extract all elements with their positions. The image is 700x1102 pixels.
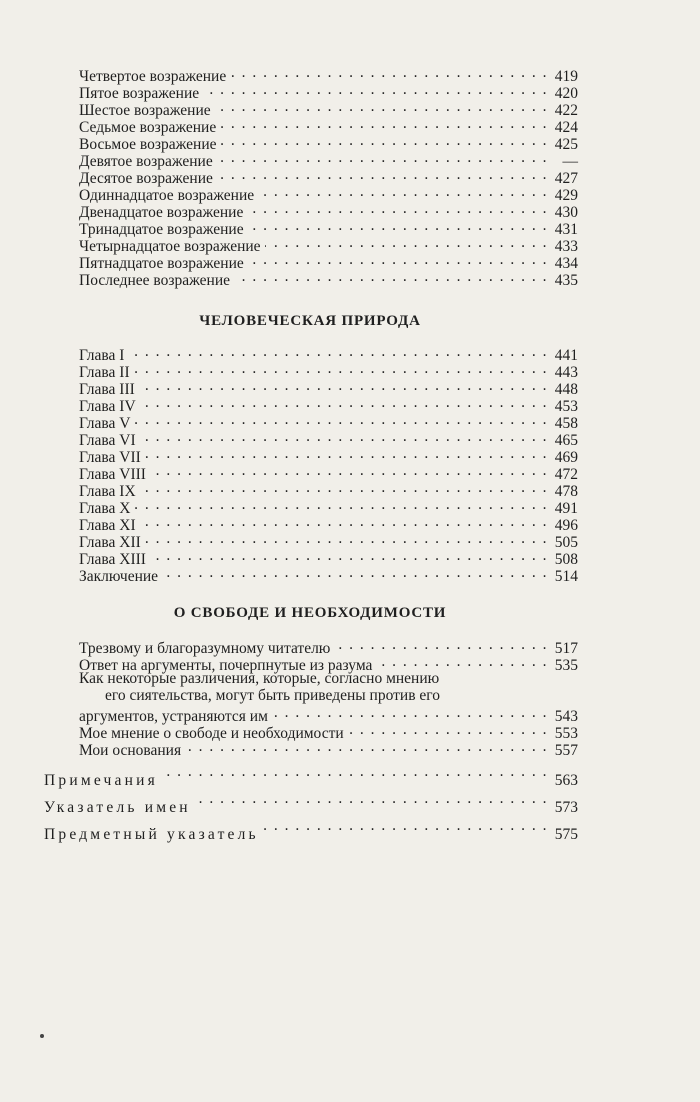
toc-entry[interactable] [79, 530, 578, 551]
print-speck [40, 1034, 44, 1038]
toc-entry-page: 491 [554, 500, 578, 517]
toc-entry-notes[interactable] [44, 758, 578, 789]
dot-leader [185, 738, 548, 755]
human-nature-list [79, 343, 578, 585]
toc-entry[interactable] [79, 411, 578, 432]
section-heading-liberty: О СВОБОДЕ И НЕОБХОДИМОСТИ [173, 605, 447, 621]
toc-entry[interactable] [79, 496, 578, 517]
toc-entry-title-line: его сиятельства, могут быть приведены против его [105, 687, 441, 704]
toc-entry[interactable] [79, 394, 578, 415]
toc-entry-title: Пятое возражение [79, 85, 200, 102]
toc-entry-title: Мое мнение о свободе и необходимости [79, 725, 344, 742]
dot-leader [263, 812, 548, 839]
toc-entry-page: 458 [554, 415, 578, 432]
dot-leader [150, 547, 548, 564]
dot-leader [140, 428, 548, 445]
toc-entry-page: 419 [554, 68, 578, 85]
toc-entry-page: — [562, 153, 578, 170]
toc-entry-title: Девятое возражение [79, 153, 213, 170]
toc-entry-title: Глава II [79, 364, 130, 381]
toc-entry-title: Ответ на аргументы, почерпнутые из разума [79, 657, 373, 674]
dot-leader [230, 64, 548, 81]
toc-entry-title: аргументов, устраняются им [79, 708, 268, 725]
dot-leader [150, 462, 548, 479]
toc-entry-title: Глава I [79, 347, 125, 364]
dot-leader [265, 234, 548, 251]
toc-entry-page: 472 [554, 466, 578, 483]
dot-leader [140, 479, 548, 496]
dot-leader [145, 530, 548, 547]
dot-leader [334, 636, 548, 653]
toc-entry-title: Глава IX [79, 483, 136, 500]
toc-entry-title: Глава VI [79, 432, 136, 449]
objections-list [79, 64, 578, 289]
toc-entry-page: 508 [554, 551, 578, 568]
toc-entry-title: Указатель имен [44, 799, 191, 816]
toc-entry-title: Мои основания [79, 742, 182, 759]
toc-entry-page: 429 [554, 187, 578, 204]
toc-entry-title: Шестое возражение [79, 102, 211, 119]
liberty-list [79, 636, 578, 759]
dot-leader [134, 411, 548, 428]
toc-entry-page: 496 [554, 517, 578, 534]
toc-entry-page: 505 [554, 534, 578, 551]
toc-entry-title: Глава X [79, 500, 131, 517]
toc-entry[interactable] [79, 445, 578, 466]
toc-entry-page: 435 [554, 272, 578, 289]
dot-leader [376, 653, 548, 670]
dot-leader [258, 183, 548, 200]
toc-entry-page: 573 [554, 799, 578, 816]
toc-entry-title: Последнее возражение [79, 272, 231, 289]
toc-entry-title-line: Как некоторые различения, которые, согласно мнению [79, 670, 440, 687]
toc-entry[interactable] [79, 428, 578, 449]
toc-entry-page: 433 [554, 238, 578, 255]
dot-leader [247, 200, 548, 217]
toc-entry-title: Трезвому и благоразумному читателю [79, 640, 331, 657]
toc-entry-page: 424 [554, 119, 578, 136]
toc-entry[interactable] [79, 547, 578, 568]
dot-leader [139, 377, 548, 394]
toc-entry-title: Четырнадцатое возражение [79, 238, 261, 255]
toc-entry-title: Глава III [79, 381, 135, 398]
toc-entry-page: 543 [554, 708, 578, 725]
dot-leader [215, 98, 548, 115]
toc-entry-title: Глава V [79, 415, 131, 432]
dot-leader [348, 721, 548, 738]
toc-entry-page: 425 [554, 136, 578, 153]
dot-leader [217, 166, 548, 183]
toc-entry-page: 431 [554, 221, 578, 238]
toc-entry-page: 553 [554, 725, 578, 742]
toc-entry-title: Глава VII [79, 449, 141, 466]
toc-entry-title: Одиннадцатое возражение [79, 187, 255, 204]
dot-leader [203, 81, 548, 98]
toc-entry-page: 441 [554, 347, 578, 364]
toc-entry-page: 563 [554, 772, 578, 789]
dot-leader [140, 394, 548, 411]
toc-entry-page: 434 [554, 255, 578, 272]
toc-entry-title: Тринадцатое возражение [79, 221, 244, 238]
toc-entry-page: 422 [554, 102, 578, 119]
toc-entry-title: Глава XI [79, 517, 136, 534]
toc-entry-page: 469 [554, 449, 578, 466]
toc-entry-title: Глава IV [79, 398, 136, 415]
toc-entry[interactable] [79, 564, 578, 585]
dot-leader [221, 132, 549, 149]
toc-entry-title: Двенадцатое возражение [79, 204, 244, 221]
dot-leader [145, 445, 548, 462]
toc-entry-title: Глава XII [79, 534, 141, 551]
toc-entry[interactable] [79, 343, 578, 364]
toc-entry-page: 535 [554, 657, 578, 674]
toc-entry-page: 478 [554, 483, 578, 500]
dot-leader [272, 704, 548, 721]
dot-leader [220, 115, 548, 132]
dot-leader [134, 496, 548, 513]
toc-entry-multiline[interactable] [79, 670, 578, 725]
toc-entry-page: 514 [554, 568, 578, 585]
dot-leader [128, 343, 548, 360]
toc-entry[interactable] [79, 377, 578, 398]
toc-entry-title: Предметный указатель [44, 826, 259, 843]
toc-entry-page: 557 [554, 742, 578, 759]
dot-leader [140, 513, 548, 530]
dot-leader [162, 758, 548, 785]
toc-entry[interactable] [79, 360, 578, 381]
toc-entry-title: Четвертое возражение [79, 68, 227, 85]
toc-entry[interactable] [79, 479, 578, 500]
dot-leader [248, 217, 548, 234]
toc-entry-page: 517 [554, 640, 578, 657]
toc-entry-page: 420 [554, 85, 578, 102]
toc-entry-title: Заключение [79, 568, 159, 585]
dot-leader [162, 564, 548, 581]
dot-leader [248, 251, 548, 268]
toc-entry-title: Седьмое возражение [79, 119, 217, 136]
section-heading-human-nature: ЧЕЛОВЕЧЕСКАЯ ПРИРОДА [199, 313, 421, 329]
back-matter-list [44, 758, 578, 843]
toc-entry-title: Глава XIII [79, 551, 146, 568]
toc-entry-title: Десятое возражение [79, 170, 213, 187]
toc-entry-last-line [79, 704, 578, 725]
toc-entry[interactable] [79, 64, 578, 85]
toc-entry-title: Пятнадцатое возражение [79, 255, 244, 272]
toc-entry-page: 443 [554, 364, 578, 381]
toc-entry-page: 448 [554, 381, 578, 398]
toc-entry-page: 430 [554, 204, 578, 221]
dot-leader [195, 785, 548, 812]
toc-entry-title: Восьмое возражение [79, 136, 217, 153]
toc-entry[interactable] [79, 636, 578, 657]
toc-entry[interactable] [79, 462, 578, 483]
toc-entry-page: 465 [554, 432, 578, 449]
toc-entry-title: Примечания [44, 772, 158, 789]
toc-entry-page: 575 [554, 826, 578, 843]
dot-leader [217, 149, 548, 166]
toc-entry[interactable] [79, 513, 578, 534]
toc-entry-page: 453 [554, 398, 578, 415]
dot-leader [134, 360, 548, 377]
toc-entry-page: 427 [554, 170, 578, 187]
toc-entry-title: Глава VIII [79, 466, 146, 483]
dot-leader [234, 268, 548, 285]
